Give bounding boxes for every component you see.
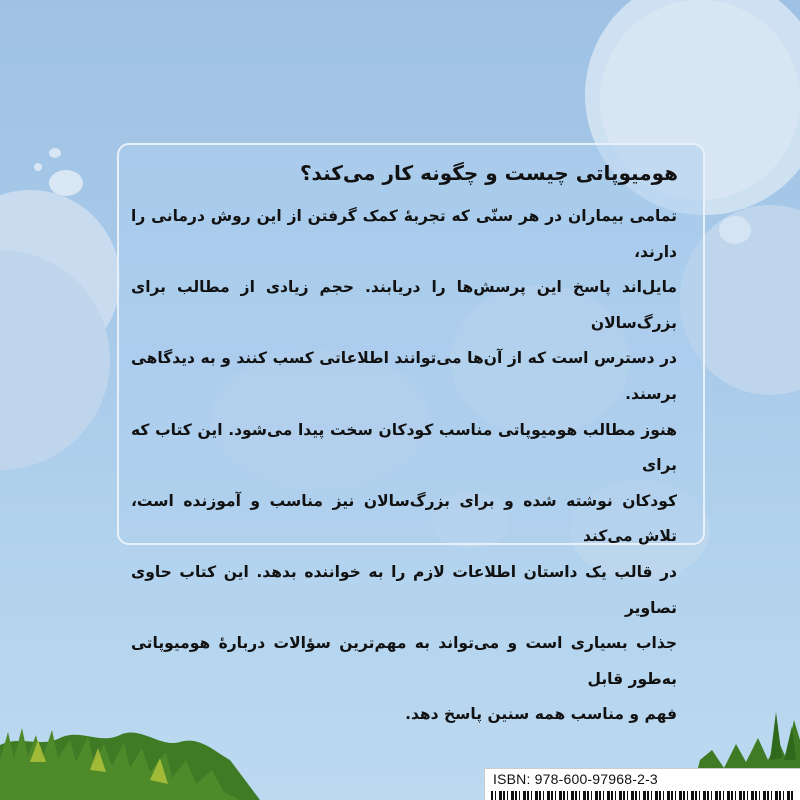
barcode <box>491 791 795 800</box>
body-line: جذاب بسیاری است و می‌تواند به مهم‌ترین سؤالات دربارهٔ هومیوپاتی به‌طور قابل <box>131 634 677 688</box>
panel-title: هومیوپاتی چیست و چگونه کار می‌کند؟ <box>299 161 678 185</box>
isbn-text: ISBN: 978-600-97968-2-3 <box>493 771 658 787</box>
description-panel <box>117 143 705 724</box>
body-line: تمامی بیماران در هر سنّی که تجربهٔ کمک گرفتن از این روش درمانی را دارند، <box>131 207 677 261</box>
body-line: مایل‌اند پاسخ این پرسش‌ها را دریابند. حجم زیادی از مطالب برای بزرگ‌سالان <box>131 278 677 332</box>
isbn-label <box>484 768 800 800</box>
bubble-shape <box>49 148 61 158</box>
body-line: در قالب یک داستان اطلاعات لازم را به خواننده بدهد. این کتاب حاوی تصاویر <box>131 562 677 617</box>
body-line: هنوز مطالب هومیوپاتی مناسب کودکان سخت پیدا می‌شود. این کتاب که برای <box>131 420 677 475</box>
panel-body <box>131 199 677 733</box>
cloud-shape <box>719 216 751 244</box>
body-line: کودکان نوشته شده و برای بزرگ‌سالان نیز مناسب و آموزنده است، تلاش می‌کند <box>131 491 677 546</box>
body-line: فهم و مناسب همه سنین پاسخ دهد. <box>405 705 677 724</box>
body-line: در دسترس است که از آن‌ها می‌توانند اطلاعاتی کسب کنند و به دیدگاهی برسند. <box>131 349 677 403</box>
bubble-shape <box>49 170 83 196</box>
bubble-shape <box>34 163 42 171</box>
